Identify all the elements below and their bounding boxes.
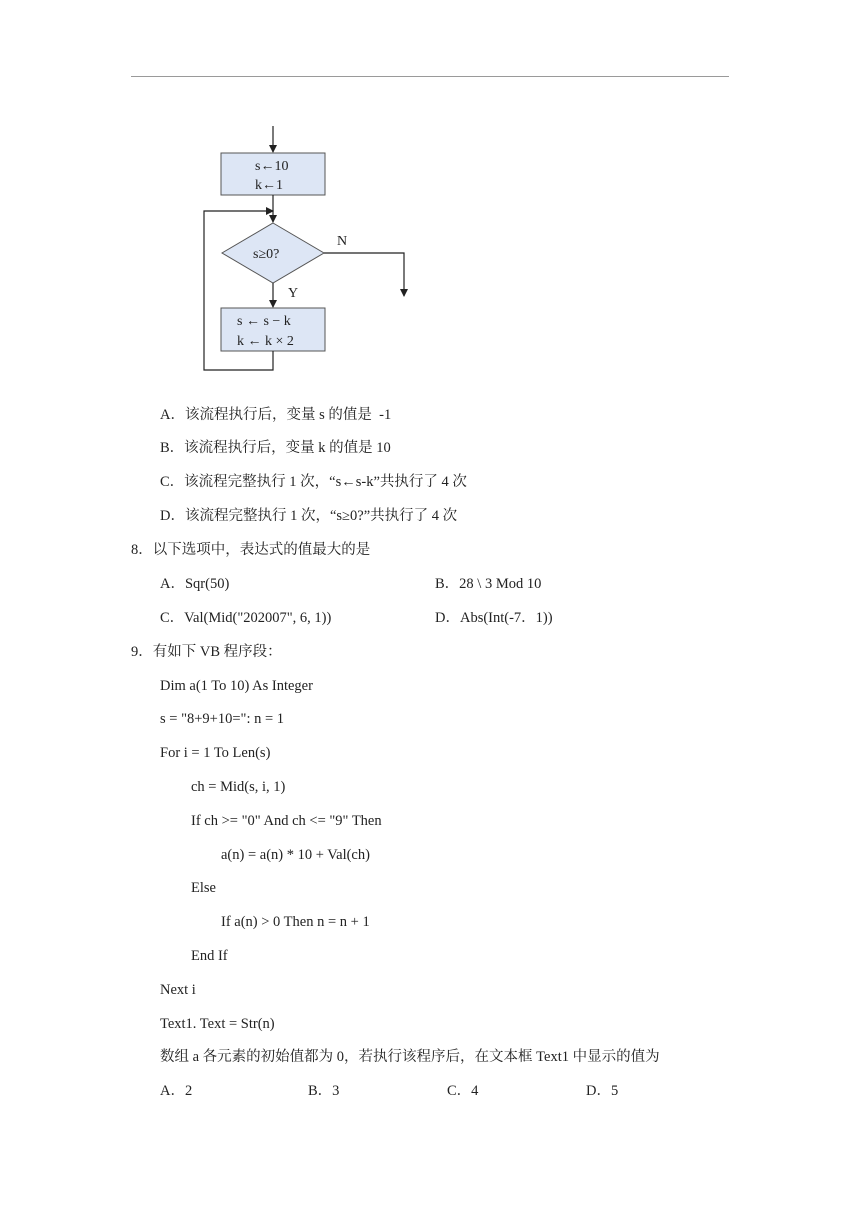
yes-label: Y [288, 286, 299, 301]
q8-option-c: C．Val(Mid("202007", 6, 1)) [160, 610, 332, 626]
code-line-6: a(n) = a(n) * 10 + Val(ch) [221, 847, 370, 863]
decision-label: s≥0? [253, 247, 280, 262]
code-line-9: End If [191, 948, 228, 964]
process-box-line2: k ← k × 2 [237, 334, 294, 349]
code-line-1: Dim a(1 To 10) As Integer [160, 678, 313, 694]
code-line-5: If ch >= "0" And ch <= "9" Then [191, 813, 382, 829]
no-branch-arrow [324, 253, 404, 296]
init-box-line1: s←10 [255, 159, 289, 174]
q8-option-d: D．Abs(Int(-7．1)) [435, 610, 553, 626]
q9-option-c: C．4 [447, 1083, 479, 1099]
q7-option-d: D．该流程完整执行 1 次，“s≥0?”共执行了 4 次 [160, 508, 458, 524]
q7-option-c: C．该流程完整执行 1 次，“s←s-k”共执行了 4 次 [160, 474, 467, 490]
header-rule [131, 76, 729, 77]
q8-stem: 8．以下选项中，表达式的值最大的是 [131, 542, 371, 558]
init-box-line2: k←1 [255, 178, 283, 193]
code-line-3: For i = 1 To Len(s) [160, 745, 271, 761]
no-label: N [337, 234, 348, 249]
code-line-11: Text1. Text = Str(n) [160, 1016, 275, 1032]
code-line-7: Else [191, 880, 216, 896]
q9-question: 数组 a 各元素的初始值都为 0，若执行该程序后，在文本框 Text1 中显示的值为 [160, 1049, 660, 1065]
code-line-10: Next i [160, 982, 196, 998]
q8-option-b: B．28 \ 3 Mod 10 [435, 576, 542, 592]
flowchart [195, 118, 425, 378]
process-box-line1: s ← s − k [237, 314, 291, 329]
q9-option-b: B．3 [308, 1083, 340, 1099]
code-line-4: ch = Mid(s, i, 1) [191, 779, 286, 795]
q9-stem: 9．有如下 VB 程序段： [131, 644, 282, 660]
q8-option-a: A．Sqr(50) [160, 576, 230, 592]
code-line-2: s = "8+9+10=": n = 1 [160, 711, 285, 727]
code-line-8: If a(n) > 0 Then n = n + 1 [221, 914, 370, 930]
q9-option-d: D．5 [586, 1083, 619, 1099]
q7-option-b: B．该流程执行后，变量 k 的值是 10 [160, 440, 391, 456]
q7-option-a: A．该流程执行后，变量 s 的值是 -1 [160, 407, 392, 423]
q9-option-a: A．2 [160, 1083, 193, 1099]
